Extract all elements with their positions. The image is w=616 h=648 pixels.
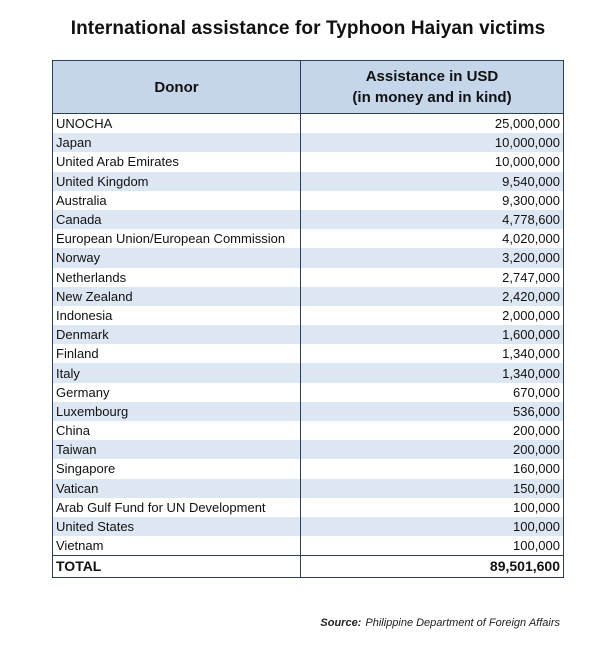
amount-cell: 25,000,000: [301, 114, 564, 134]
table-header-row: [53, 61, 564, 114]
amount-cell: 1,600,000: [301, 325, 564, 344]
donor-cell: Singapore: [53, 459, 301, 478]
amount-header-line1: Assistance in USD: [365, 68, 499, 85]
donor-cell: Denmark: [53, 325, 301, 344]
table-row: [53, 210, 564, 229]
table-row: [53, 459, 564, 478]
assistance-table: [52, 60, 564, 578]
amount-cell: 536,000: [301, 402, 564, 421]
table-row: [53, 152, 564, 171]
table-row: [53, 306, 564, 325]
table-row: [53, 172, 564, 191]
source-note: [320, 617, 560, 629]
amount-cell: 4,020,000: [301, 229, 564, 248]
table-row: [53, 325, 564, 344]
amount-cell: 150,000: [301, 479, 564, 498]
donor-cell: Italy: [53, 363, 301, 382]
amount-cell: 200,000: [301, 421, 564, 440]
amount-cell: 9,300,000: [301, 191, 564, 210]
amount-cell: 3,200,000: [301, 248, 564, 267]
donor-cell: Indonesia: [53, 306, 301, 325]
donor-cell: Arab Gulf Fund for UN Development: [53, 498, 301, 517]
table-row: [53, 536, 564, 556]
donor-cell: Japan: [53, 133, 301, 152]
amount-cell: 100,000: [301, 498, 564, 517]
table-row: [53, 479, 564, 498]
amount-cell: 2,420,000: [301, 287, 564, 306]
donor-cell: Netherlands: [53, 268, 301, 287]
amount-cell: 670,000: [301, 383, 564, 402]
donor-cell: Australia: [53, 191, 301, 210]
amount-cell: 100,000: [301, 536, 564, 556]
donor-cell: European Union/European Commission: [53, 229, 301, 248]
table-row: [53, 383, 564, 402]
amount-cell: 9,540,000: [301, 172, 564, 191]
table-row: [53, 402, 564, 421]
amount-cell: 1,340,000: [301, 363, 564, 382]
table-row: [53, 287, 564, 306]
total-row: [53, 556, 564, 578]
donor-cell: Canada: [53, 210, 301, 229]
donor-cell: Luxembourg: [53, 402, 301, 421]
amount-cell: 2,000,000: [301, 306, 564, 325]
amount-cell: 4,778,600: [301, 210, 564, 229]
table-row: [53, 229, 564, 248]
amount-cell: 200,000: [301, 440, 564, 459]
donor-cell: United Arab Emirates: [53, 152, 301, 171]
donor-cell: New Zealand: [53, 287, 301, 306]
table-row: [53, 191, 564, 210]
source-text: Philippine Department of Foreign Affairs: [365, 617, 560, 629]
table-row: [53, 440, 564, 459]
donor-cell: Vietnam: [53, 536, 301, 556]
donor-cell: UNOCHA: [53, 114, 301, 134]
amount-cell: 160,000: [301, 459, 564, 478]
amount-cell: 10,000,000: [301, 133, 564, 152]
donor-cell: Taiwan: [53, 440, 301, 459]
donor-cell: Norway: [53, 248, 301, 267]
amount-cell: 100,000: [301, 517, 564, 536]
total-amount: 89,501,600: [301, 556, 564, 578]
donor-cell: Finland: [53, 344, 301, 363]
donor-cell: Germany: [53, 383, 301, 402]
table-row: [53, 421, 564, 440]
donor-column-header: Donor: [53, 61, 301, 114]
table-row: [53, 114, 564, 134]
donor-cell: China: [53, 421, 301, 440]
amount-cell: 2,747,000: [301, 268, 564, 287]
amount-header-line2: (in money and in kind): [352, 89, 512, 106]
table-row: [53, 248, 564, 267]
table-row: [53, 133, 564, 152]
total-label: TOTAL: [53, 556, 301, 578]
page-title: International assistance for Typhoon Haiyan victims: [70, 18, 546, 39]
source-label: Source:: [320, 617, 362, 629]
table-row: [53, 344, 564, 363]
donor-cell: United Kingdom: [53, 172, 301, 191]
table-row: [53, 268, 564, 287]
table-row: [53, 363, 564, 382]
table-row: [53, 498, 564, 517]
table-row: [53, 517, 564, 536]
donor-cell: United States: [53, 517, 301, 536]
amount-column-header: [301, 61, 564, 114]
donor-cell: Vatican: [53, 479, 301, 498]
amount-cell: 1,340,000: [301, 344, 564, 363]
amount-cell: 10,000,000: [301, 152, 564, 171]
